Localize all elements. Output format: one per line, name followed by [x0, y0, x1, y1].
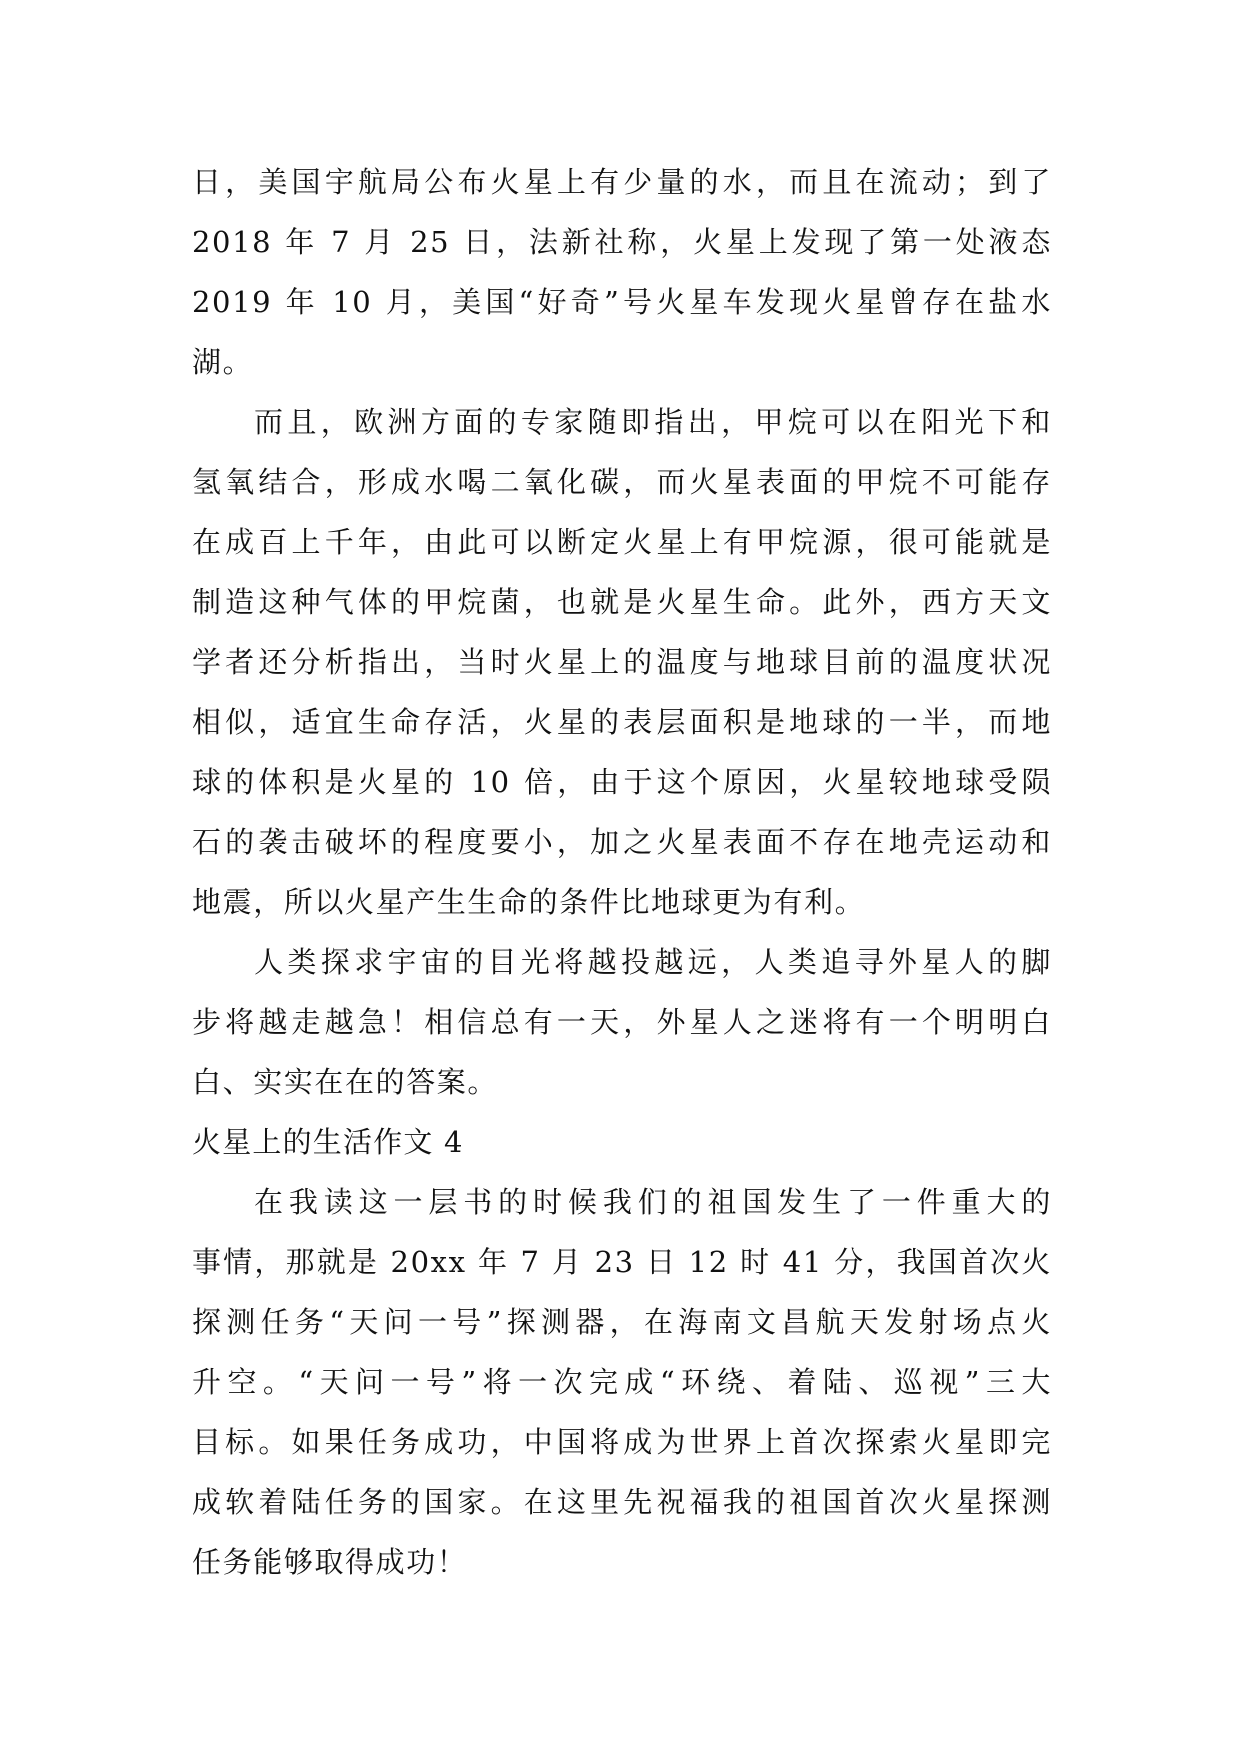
- paragraph-line: 任务能够取得成功！: [192, 1545, 468, 1579]
- paragraph-line: 学者还分析指出，当时火星上的温度与地球目前的温度状况: [192, 645, 1052, 679]
- essay-text: [192, 152, 1052, 1592]
- paragraph-first-line: 人类探求宇宙的目光将越投越远，人类追寻外星人的脚: [254, 945, 1052, 979]
- paragraph-line: 目标。如果任务成功，中国将成为世界上首次探索火星即完: [192, 1425, 1052, 1459]
- paragraph-line: 制造这种气体的甲烷菌，也就是火星生命。此外，西方天文: [192, 585, 1052, 619]
- paragraph-line: 白、实实在在的答案。: [192, 1065, 499, 1099]
- paragraph-line: 事情，那就是 20xx 年 7 月 23 日 12 时 41 分，我国首次火: [192, 1245, 1052, 1279]
- paragraph-first-line: 而且，欧洲方面的专家随即指出，甲烷可以在阳光下和: [254, 405, 1052, 439]
- paragraph-line: 探测任务“天问一号”探测器，在海南文昌航天发射场点火: [192, 1305, 1052, 1339]
- paragraph-line: 日，美国宇航局公布火星上有少量的水，而且在流动；到了: [192, 165, 1052, 199]
- paragraph-line: 步将越走越急！相信总有一天，外星人之迷将有一个明明白: [192, 1005, 1052, 1039]
- paragraph-line: 湖。: [192, 345, 254, 379]
- paragraph-line: 2018 年 7 月 25 日，法新社称，火星上发现了第一处液态: [192, 225, 1052, 259]
- paragraph-line: 相似，适宜生命存活，火星的表层面积是地球的一半，而地: [192, 705, 1052, 739]
- paragraph-line: 升空。“天问一号”将一次完成“环绕、着陆、巡视”三大: [192, 1365, 1052, 1399]
- paragraph-line: 球的体积是火星的 10 倍，由于这个原因，火星较地球受陨: [192, 765, 1052, 799]
- paragraph-line: 在成百上千年，由此可以断定火星上有甲烷源，很可能就是: [192, 525, 1052, 559]
- paragraph-line: 地震，所以火星产生生命的条件比地球更为有利。: [192, 885, 866, 919]
- paragraph-line: 成软着陆任务的国家。在这里先祝福我的祖国首次火星探测: [192, 1485, 1052, 1519]
- section-heading: 火星上的生活作文 4: [192, 1125, 464, 1159]
- paragraph-line: 石的袭击破坏的程度要小，加之火星表面不存在地壳运动和: [192, 825, 1052, 859]
- paragraph-line: 氢氧结合，形成水喝二氧化碳，而火星表面的甲烷不可能存: [192, 465, 1052, 499]
- paragraph-first-line: 在我读这一层书的时候我们的祖国发生了一件重大的: [254, 1185, 1052, 1219]
- paragraph-line: 2019 年 10 月，美国“好奇”号火星车发现火星曾存在盐水: [192, 285, 1052, 319]
